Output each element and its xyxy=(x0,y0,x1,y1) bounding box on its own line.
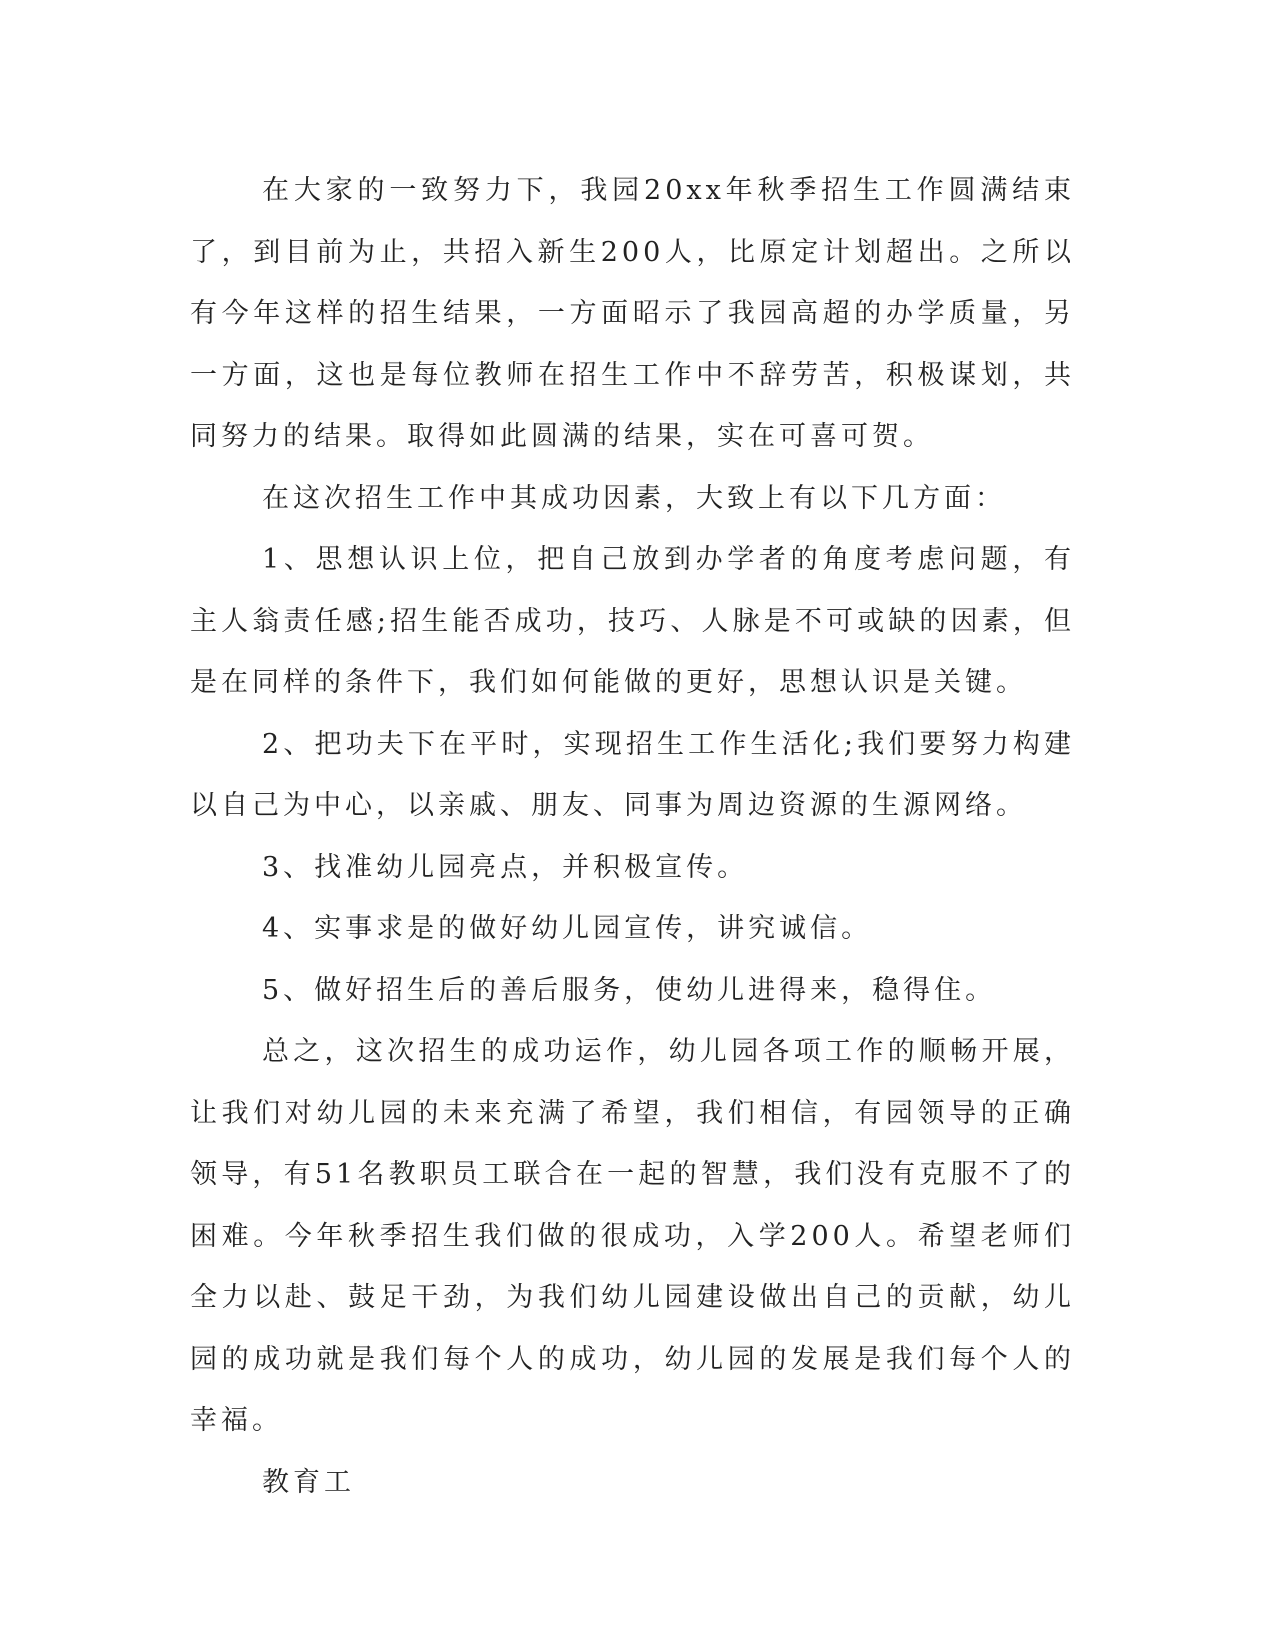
paragraph-factor-5: 5、做好招生后的善后服务，使幼儿进得来，稳得住。 xyxy=(262,974,997,1006)
paragraph-factor-1: 1、思想认识上位，把自己放到办学者的角度考虑问题，有主人翁责任感;招生能否成功，技巧、人脉是不可或缺的因素，但是在同样的条件下，我们如何能做的更好，思想认识是关键。 xyxy=(190,544,1075,698)
paragraph-truncated: 教育工 xyxy=(262,1466,355,1498)
document-body xyxy=(190,160,1075,1513)
paragraph-factor-2: 2、把功夫下在平时，实现招生工作生活化;我们要努力构建以自己为中心，以亲戚、朋友、同事为周边资源的生源网络。 xyxy=(190,728,1075,821)
paragraph-conclusion: 总之，这次招生的成功运作，幼儿园各项工作的顺畅开展，让我们对幼儿园的未来充满了希望，我们相信，有园领导的正确领导，有51名教职员工联合在一起的智慧，我们没有克服不了的困难。今年秋季招生我们做的很成功，入学200人。希望老师们全力以赴、鼓足干劲，为我们幼儿园建设做出自己的贡献，幼儿园的成功就是我们每个人的成功，幼儿园的发展是我们每个人的幸福。 xyxy=(190,1036,1075,1436)
paragraph-intro: 在大家的一致努力下，我园20xx年秋季招生工作圆满结束了，到目前为止，共招入新生200人，比原定计划超出。之所以有今年这样的招生结果，一方面昭示了我园高超的办学质量，另一方面，这也是每位教师在招生工作中不辞劳苦，积极谋划，共同努力的结果。取得如此圆满的结果，实在可喜可贺。 xyxy=(190,175,1075,452)
paragraph-factor-3: 3、找准幼儿园亮点，并积极宣传。 xyxy=(262,851,749,883)
paragraph-factor-4: 4、实事求是的做好幼儿园宣传，讲究诚信。 xyxy=(262,913,873,944)
paragraph-success-factors-heading: 在这次招生工作中其成功因素，大致上有以下几方面： xyxy=(262,482,1006,514)
